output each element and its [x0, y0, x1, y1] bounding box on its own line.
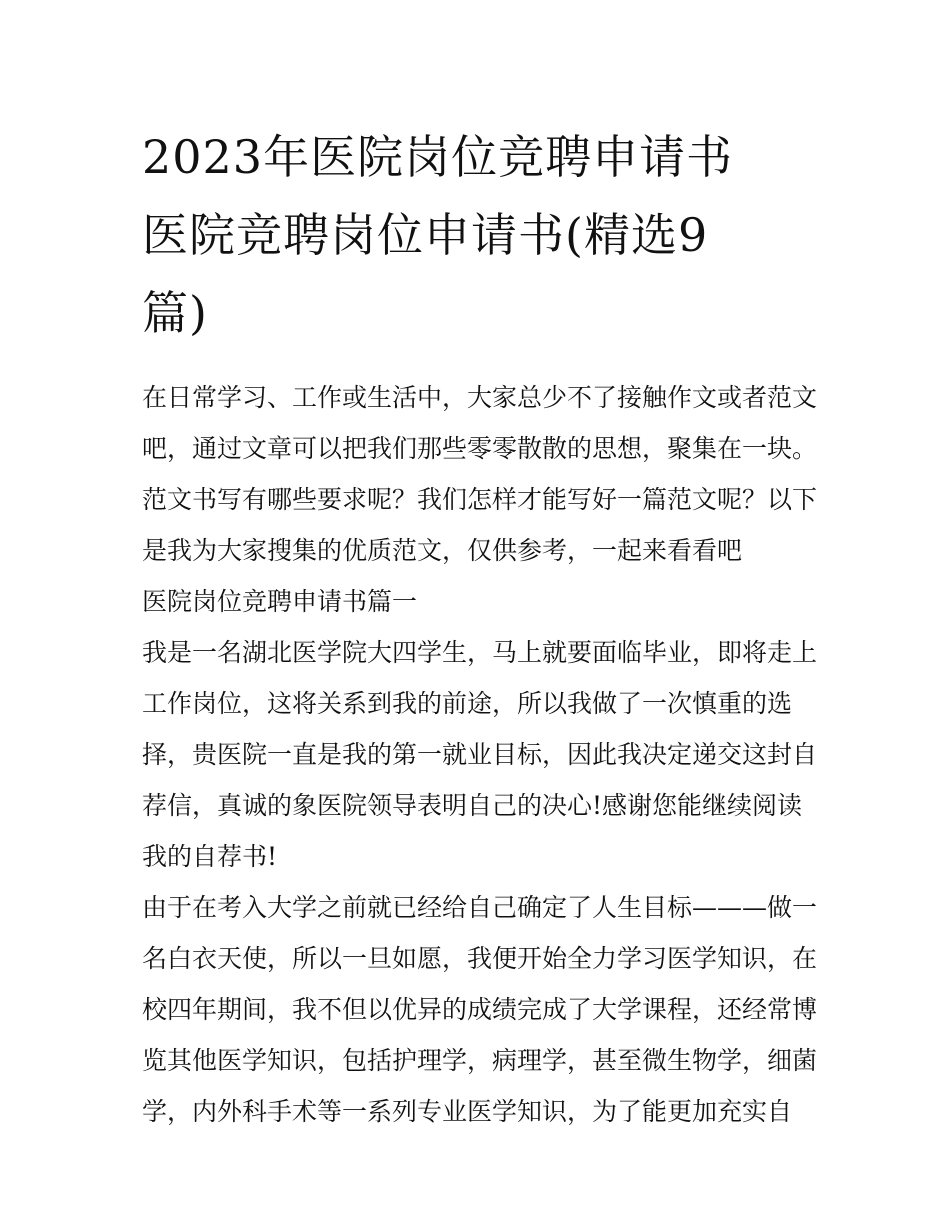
title-line-2: 医院竞聘岗位申请书(精选9	[142, 208, 709, 262]
paragraph-2-line-2: 名白衣天使，所以一旦如愿，我便开始全力学习医学知识，在	[142, 944, 818, 973]
title-line-3: 篇)	[142, 286, 208, 340]
intro-line-2: 吧，通过文章可以把我们那些零零散散的思想，聚集在一块。	[142, 434, 818, 463]
paragraph-1-line-3: 择，贵医院一直是我的第一就业目标，因此我决定递交这封自	[142, 740, 818, 769]
document-page	[142, 118, 818, 1137]
title-line-1: 2023年医院岗位竞聘申请书	[142, 130, 734, 184]
document-title	[142, 118, 814, 352]
paragraph-2-line-1: 由于在考入大学之前就已经给自己确定了人生目标———做一	[142, 893, 818, 922]
intro-line-1: 在日常学习、工作或生活中，大家总少不了接触作文或者范文	[142, 383, 818, 412]
paragraph-2-line-4: 览其他医学知识，包括护理学，病理学，甚至微生物学，细菌	[142, 1046, 818, 1075]
paragraph-2-line-5: 学，内外科手术等一系列专业医学知识，为了能更加充实自	[142, 1097, 793, 1126]
paragraph-1-line-1: 我是一名湖北医学院大四学生，马上就要面临毕业，即将走上	[142, 638, 818, 667]
intro-line-3: 范文书写有哪些要求呢？我们怎样才能写好一篇范文呢？以下	[142, 485, 818, 514]
paragraph-1-line-4: 荐信，真诚的象医院领导表明自己的决心!感谢您能继续阅读	[142, 791, 803, 820]
section-heading: 医院岗位竞聘申请书篇一	[142, 587, 418, 616]
intro-line-4: 是我为大家搜集的优质范文，仅供参考，一起来看看吧	[142, 536, 743, 565]
paragraph-1-line-2: 工作岗位，这将关系到我的前途，所以我做了一次慎重的选	[142, 689, 793, 718]
document-body	[142, 372, 818, 1137]
paragraph-1-line-5: 我的自荐书!	[142, 842, 278, 871]
paragraph-2-line-3: 校四年期间，我不但以优异的成绩完成了大学课程，还经常博	[142, 995, 818, 1024]
